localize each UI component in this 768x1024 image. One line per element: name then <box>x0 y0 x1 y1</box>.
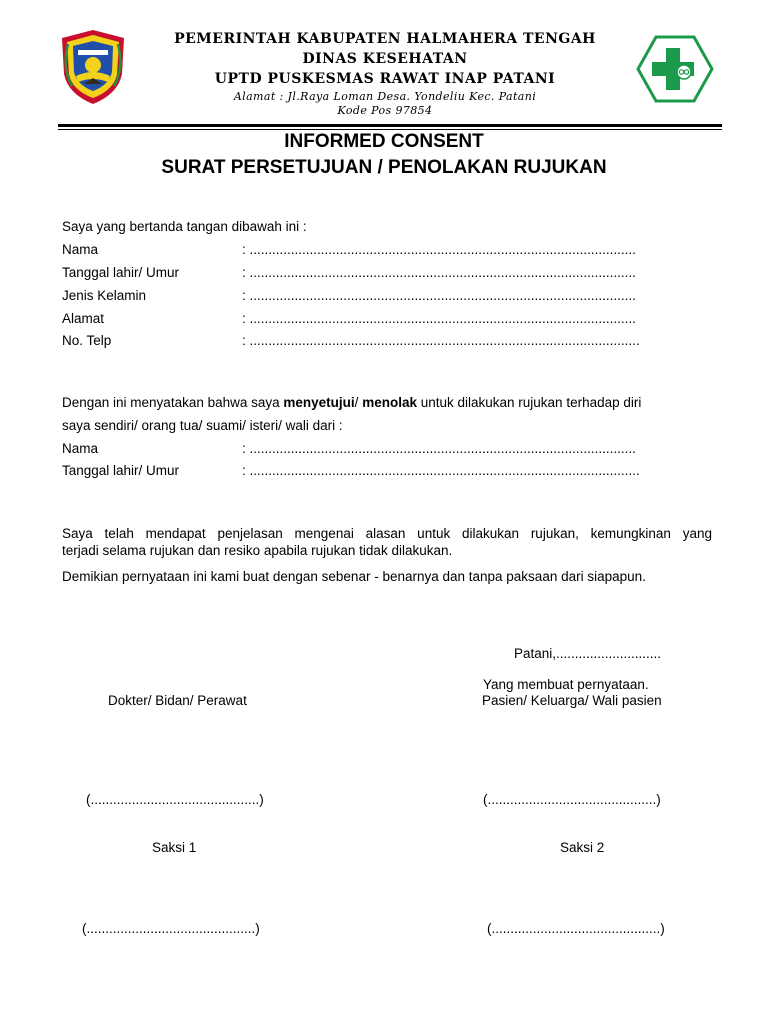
statement-agree: menyetujui <box>283 395 355 410</box>
document-title: INFORMED CONSENT <box>284 131 484 152</box>
document-subtitle: SURAT PERSETUJUAN / PENOLAKAN RUJUKAN <box>161 157 607 178</box>
letterhead-divider-thin <box>58 129 722 130</box>
letterhead-institution: UPTD PUSKESMAS RAWAT INAP PATANI <box>214 71 556 87</box>
witness-2-signature-blank: (.............................................) <box>487 921 665 936</box>
field-label: Tanggal lahir/ Umur <box>62 463 180 478</box>
explanation-line-2: terjadi selama rujukan dan resiko apabila rujukan tidak dilakukan. <box>62 543 453 558</box>
statement-line-2: saya sendiri/ orang tua/ suami/ isteri/ wali dari : <box>62 418 343 433</box>
witness-2-label: Saksi 2 <box>560 840 605 855</box>
regency-emblem-logo <box>58 28 128 106</box>
statement-reject: menolak <box>362 395 417 410</box>
left-signature-blank: (.............................................) <box>86 792 264 807</box>
right-signature-blank: (.............................................) <box>483 792 661 807</box>
field-blank: : ....................................................................................................... <box>242 242 636 257</box>
field-blank: : ....................................................................................................... <box>242 311 636 326</box>
field-label: Tanggal lahir/ Umur <box>62 265 180 280</box>
letterhead-divider-thick <box>58 124 722 127</box>
letterhead-address: Alamat : Jl.Raya Loman Desa. Yondeliu Kec. Patani <box>233 90 537 103</box>
left-signer-role: Dokter/ Bidan/ Perawat <box>108 693 247 708</box>
field-blank: : ........................................................................................................ <box>242 463 640 478</box>
field-label: Alamat <box>62 311 105 326</box>
letterhead-government: PEMERINTAH KABUPATEN HALMAHERA TENGAH <box>174 31 596 47</box>
witness-1-signature-blank: (.............................................) <box>82 921 260 936</box>
field-label: Nama <box>62 242 99 257</box>
intro-text: Saya yang bertanda tangan dibawah ini : <box>62 219 307 234</box>
letterhead-postal-code: Kode Pos 97854 <box>337 104 433 117</box>
field-blank: : ........................................................................................................ <box>242 333 640 348</box>
field-blank: : ....................................................................................................... <box>242 265 636 280</box>
letterhead-department: DINAS KESEHATAN <box>302 51 468 67</box>
maker-heading: Yang membuat pernyataan. <box>483 677 649 692</box>
statement-line-1 <box>62 395 641 410</box>
field-blank: : ....................................................................................................... <box>242 441 636 456</box>
statement-slash: / <box>354 395 363 410</box>
explanation-line-1: Saya telah mendapat penjelasan mengenai alasan untuk dilakukan rujukan, kemungkinan yang <box>62 526 712 541</box>
right-signer-role: Pasien/ Keluarga/ Wali pasien <box>482 693 662 708</box>
field-blank: : ....................................................................................................... <box>242 288 636 303</box>
statement-post: untuk dilakukan rujukan terhadap diri <box>416 395 642 410</box>
field-label: No. Telp <box>62 333 112 348</box>
place-date: Patani,............................ <box>514 646 662 661</box>
statement-pre: Dengan ini menyatakan bahwa saya <box>62 395 284 410</box>
closing-text: Demikian pernyataan ini kami buat dengan sebenar - benarnya dan tanpa paksaan dari siapapun. <box>62 569 646 584</box>
field-label: Nama <box>62 441 99 456</box>
witness-1-label: Saksi 1 <box>152 840 197 855</box>
field-label: Jenis Kelamin <box>62 288 147 303</box>
